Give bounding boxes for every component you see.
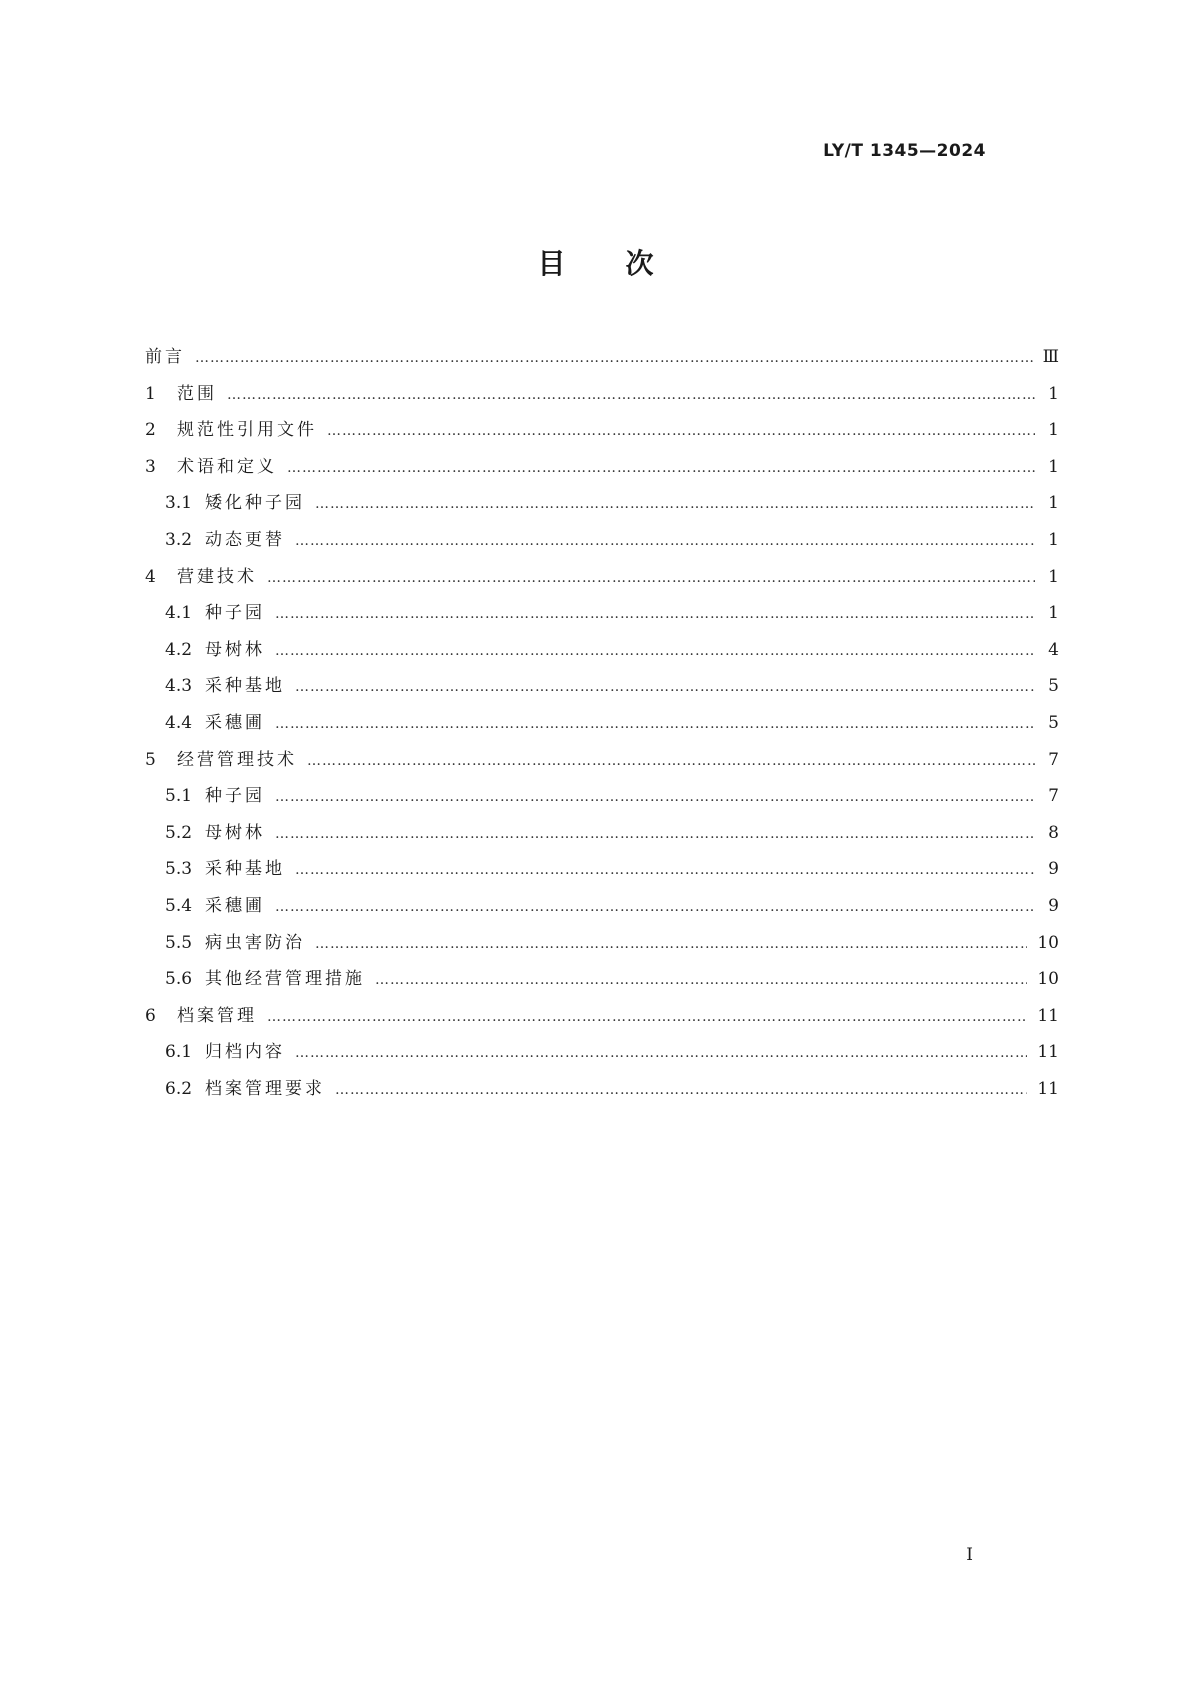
dot-leader	[275, 633, 1035, 670]
toc-entry-label: 范围	[177, 383, 217, 404]
toc-entry[interactable]	[145, 1071, 1059, 1108]
toc-entry[interactable]	[145, 742, 1059, 779]
toc-entry-label: 采穗圃	[205, 895, 265, 916]
toc-entry-number: 3.2	[165, 529, 193, 550]
page-title: 目次	[537, 247, 714, 280]
dot-leader	[315, 926, 1027, 963]
toc-entry-page: 7	[1048, 749, 1059, 770]
toc-entry[interactable]	[145, 778, 1059, 815]
toc-entry[interactable]	[145, 851, 1059, 888]
dot-leader	[295, 1035, 1027, 1072]
toc-entry-page: 1	[1048, 566, 1059, 587]
dot-leader	[267, 560, 1035, 597]
toc-entry-number: 5.3	[165, 859, 193, 880]
toc-entry-label: 归档内容	[205, 1042, 285, 1063]
toc-entry-page: Ⅲ	[1042, 347, 1059, 367]
toc-entry[interactable]	[145, 632, 1059, 669]
dot-leader	[335, 1072, 1027, 1109]
dot-leader	[275, 889, 1035, 926]
dot-leader	[295, 852, 1035, 889]
toc-entry[interactable]	[145, 412, 1059, 449]
toc-entry-number: 1	[145, 383, 156, 404]
toc-entry[interactable]	[145, 339, 1059, 376]
toc-entry-label: 矮化种子园	[205, 493, 305, 514]
toc-entry-number: 5.5	[165, 932, 193, 953]
toc-entry-page: 5	[1048, 676, 1059, 697]
dot-leader	[375, 962, 1027, 999]
toc-entry-number: 4.4	[165, 712, 193, 733]
toc-entry-number: 6.1	[165, 1042, 193, 1063]
toc-entry[interactable]	[145, 925, 1059, 962]
toc-entry-page: 7	[1048, 786, 1059, 807]
toc-entry-label: 档案管理	[177, 1005, 257, 1026]
toc-entry[interactable]	[145, 705, 1059, 742]
toc-entry-label: 采穗圃	[205, 712, 265, 733]
toc-entry-label: 采种基地	[205, 676, 285, 697]
toc-entry-number: 4.3	[165, 676, 193, 697]
toc-entry-label: 术语和定义	[177, 456, 277, 477]
toc-entry-page: 10	[1037, 969, 1059, 990]
table-of-contents	[145, 339, 1059, 1107]
dot-leader	[295, 669, 1035, 706]
toc-entry-label: 档案管理要求	[205, 1078, 325, 1099]
dot-leader	[307, 743, 1035, 780]
dot-leader	[287, 450, 1035, 487]
toc-entry[interactable]	[145, 485, 1059, 522]
toc-entry-number: 5.6	[165, 969, 193, 990]
toc-entry-page: 9	[1048, 895, 1059, 916]
toc-entry-label: 种子园	[205, 603, 265, 624]
toc-entry-page: 1	[1048, 493, 1059, 514]
toc-entry-number: 6	[145, 1005, 156, 1026]
toc-entry[interactable]	[145, 888, 1059, 925]
dot-leader	[275, 816, 1035, 853]
toc-entry-label: 母树林	[205, 822, 265, 843]
standard-code: LY/T 1345—2024	[823, 141, 986, 161]
toc-entry-page: 1	[1048, 529, 1059, 550]
toc-entry[interactable]	[145, 595, 1059, 632]
toc-entry-page: 1	[1048, 383, 1059, 404]
toc-entry-label: 种子园	[205, 786, 265, 807]
toc-entry-label: 前言	[145, 347, 185, 367]
toc-entry-number: 4	[145, 566, 156, 587]
toc-entry-page: 1	[1048, 456, 1059, 477]
toc-entry-label: 采种基地	[205, 859, 285, 880]
toc-entry[interactable]	[145, 449, 1059, 486]
toc-entry[interactable]	[145, 1034, 1059, 1071]
toc-entry[interactable]	[145, 998, 1059, 1035]
toc-entry-number: 5.1	[165, 786, 193, 807]
toc-entry-label: 经营管理技术	[177, 749, 297, 770]
page-folio: I	[966, 1545, 973, 1565]
toc-entry-number: 5.2	[165, 822, 193, 843]
toc-entry[interactable]	[145, 961, 1059, 998]
toc-entry-page: 1	[1048, 420, 1059, 441]
toc-entry[interactable]	[145, 668, 1059, 705]
toc-entry[interactable]	[145, 559, 1059, 596]
toc-entry-number: 6.2	[165, 1078, 193, 1099]
toc-entry-page: 11	[1037, 1005, 1059, 1026]
toc-entry-label: 动态更替	[205, 529, 285, 550]
toc-entry-label: 病虫害防治	[205, 932, 305, 953]
toc-entry-page: 1	[1048, 603, 1059, 624]
toc-entry-number: 4.2	[165, 639, 193, 660]
toc-entry-page: 5	[1048, 712, 1059, 733]
toc-entry-number: 2	[145, 420, 156, 441]
toc-entry-number: 3	[145, 456, 156, 477]
toc-entry-page: 11	[1037, 1042, 1059, 1063]
dot-leader	[275, 596, 1035, 633]
dot-leader	[275, 779, 1035, 816]
toc-entry-number: 5.4	[165, 895, 193, 916]
toc-entry[interactable]	[145, 376, 1059, 413]
dot-leader	[275, 706, 1035, 743]
toc-entry-label: 规范性引用文件	[177, 420, 317, 441]
toc-entry-page: 8	[1048, 822, 1059, 843]
toc-entry-label: 营建技术	[177, 566, 257, 587]
dot-leader	[227, 377, 1035, 414]
dot-leader	[195, 340, 1033, 377]
toc-entry-number: 4.1	[165, 603, 193, 624]
toc-entry[interactable]	[145, 522, 1059, 559]
dot-leader	[267, 999, 1027, 1036]
toc-entry-number: 3.1	[165, 493, 193, 514]
toc-entry-label: 母树林	[205, 639, 265, 660]
toc-entry-number: 5	[145, 749, 156, 770]
toc-entry-page: 9	[1048, 859, 1059, 880]
toc-entry-page: 4	[1048, 639, 1059, 660]
dot-leader	[327, 413, 1035, 450]
dot-leader	[315, 486, 1035, 523]
toc-entry[interactable]	[145, 815, 1059, 852]
toc-entry-page: 11	[1037, 1078, 1059, 1099]
dot-leader	[295, 523, 1035, 560]
toc-entry-label: 其他经营管理措施	[205, 969, 365, 990]
toc-entry-page: 10	[1037, 932, 1059, 953]
